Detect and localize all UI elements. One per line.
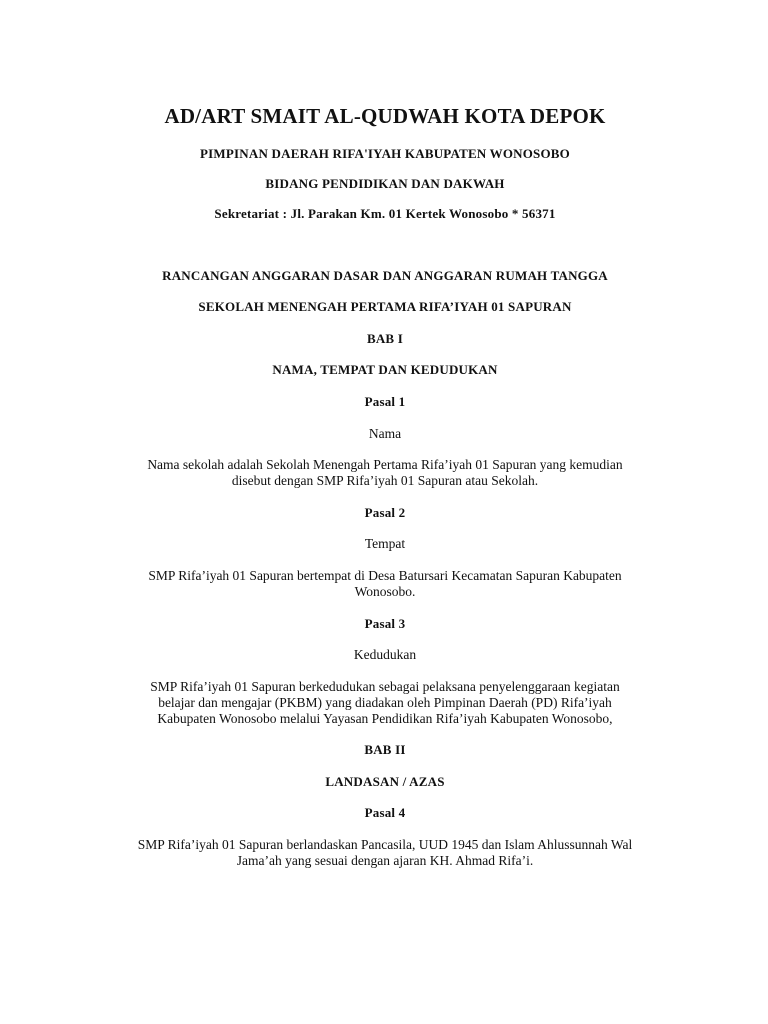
draft-title-line-2: SEKOLAH MENENGAH PERTAMA RIFA’IYAH 01 SAPURAN (198, 299, 572, 314)
pasal-2-label: Pasal 2 (364, 505, 406, 520)
pasal-3-text (80, 679, 690, 727)
pasal-4-label: Pasal 4 (364, 805, 406, 820)
pasal-2-heading: Tempat (364, 536, 406, 551)
pasal-1-text-line: Nama sekolah adalah Sekolah Menengah Pertama Rifa’iyah 01 Sapuran yang kemudian (147, 457, 623, 472)
document-title: AD/ART SMAIT AL-QUDWAH KOTA DEPOK (164, 104, 606, 128)
draft-title-line-1: RANCANGAN ANGGARAN DASAR DAN ANGGARAN RUMAH TANGGA (162, 268, 608, 283)
pasal-2-text (80, 568, 690, 600)
pasal-3-text-line: SMP Rifa’iyah 01 Sapuran berkedudukan sebagai pelaksana penyelenggaraan kegiatan (150, 679, 620, 694)
division-line: BIDANG PENDIDIKAN DAN DAKWAH (265, 176, 505, 191)
pasal-3-heading: Kedudukan (353, 647, 417, 662)
bab-1-label: BAB I (366, 331, 404, 346)
pasal-4-text-line: Jama’ah yang sesuai dengan ajaran KH. Ahmad Rifa’i. (236, 853, 534, 868)
organization-line: PIMPINAN DAERAH RIFA'IYAH KABUPATEN WONOSOBO (200, 146, 570, 161)
pasal-4-text (80, 837, 690, 869)
pasal-4-text-line: SMP Rifa’iyah 01 Sapuran berlandaskan Pancasila, UUD 1945 dan Islam Ahlussunnah Wal (137, 837, 633, 852)
pasal-2-text-line: SMP Rifa’iyah 01 Sapuran bertempat di Desa Batursari Kecamatan Sapuran Kabupaten (148, 568, 622, 583)
pasal-1-text-line: disebut dengan SMP Rifa’iyah 01 Sapuran atau Sekolah. (231, 473, 539, 488)
pasal-1-text (80, 457, 690, 489)
bab-2-label: BAB II (364, 742, 406, 757)
pasal-1-label: Pasal 1 (364, 394, 406, 409)
bab-1-title: NAMA, TEMPAT DAN KEDUDUKAN (272, 362, 498, 377)
pasal-1-heading: Nama (368, 426, 402, 441)
pasal-3-text-line: belajar dan mengajar (PKBM) yang diadakan oleh Pimpinan Daerah (PD) Rifa’iyah (158, 695, 612, 710)
pasal-2-text-line: Wonosobo. (354, 584, 416, 599)
pasal-3-text-line: Kabupaten Wonosobo melalui Yayasan Pendidikan Rifa’iyah Kabupaten Wonosobo, (157, 711, 613, 726)
bab-2-title: LANDASAN / AZAS (325, 774, 445, 789)
pasal-3-label: Pasal 3 (364, 616, 406, 631)
secretariat-line: Sekretariat : Jl. Parakan Km. 01 Kertek Wonosobo * 56371 (214, 206, 556, 221)
